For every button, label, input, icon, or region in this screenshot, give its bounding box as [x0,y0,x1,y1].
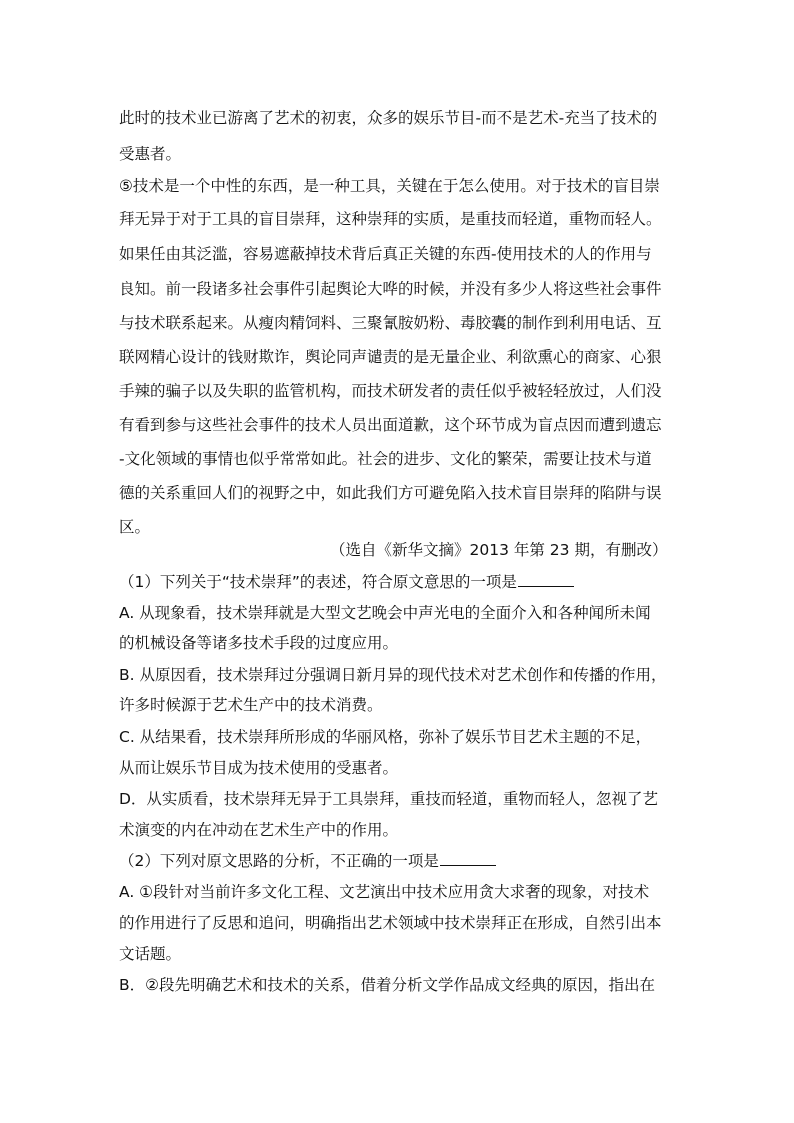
option-line: 的机械设备等诸多技术手段的过度应用。 [119,634,399,652]
question-stem [119,572,689,592]
source-citation: （选自《新华文摘》2013 年第 23 期，有删改） [330,541,668,559]
option-line: 许多时候源于艺术生产中的技术消费。 [119,696,383,714]
option-line: 文话题。 [119,945,182,963]
option-line: 从而让娱乐节目成为技术使用的受惠者。 [119,759,399,777]
answer-blank [440,851,496,866]
option-line: D．从实质看，技术崇拜无异于工具崇拜，重技而轻道，重物而轻人，忽视了艺 [119,790,658,808]
passage-line: 如果任由其泛滥，容易遮蔽掉技术背后真正关键的东西-使用技术的人的作用与 [119,245,652,263]
option-line: C. 从结果看，技术崇拜所形成的华丽风格，弥补了娱乐节目艺术主题的不足， [119,728,652,746]
passage-line: 有看到参与这些社会事件的技术人员出面道歉，这个环节成为盲点因而遭到遗忘 [119,416,662,434]
passage-line: 德的关系重回人们的视野之中，如此我们方可避免陷入技术盲目崇拜的陷阱与误 [119,484,662,502]
option-line: A. ①段针对当前许多文化工程、文艺演出中技术应用贪大求奢的现象，对技术 [119,883,650,901]
passage-line: 良知。前一段诸多社会事件引起舆论大哗的时候，并没有多少人将这些社会事件 [119,280,662,298]
passage-line: 联网精心设计的钱财欺诈，舆论同声谴责的是无量企业、利欲熏心的商家、心狠 [119,348,662,366]
answer-blank [518,572,574,587]
question-stem [119,851,689,871]
passage-line: 手辣的骗子以及失职的监管机构，而技术研发者的责任似乎被轻轻放过，人们没 [119,382,662,400]
question-stem-text: （1）下列关于“技术崇拜”的表述，符合原文意思的一项是 [119,573,517,591]
passage-line: 区。 [119,518,151,536]
passage-line: 与技术联系起来。从瘦肉精饲料、三聚氰胺奶粉、毒胶囊的制作到利用电话、互 [119,314,662,332]
option-line: B．②段先明确艺术和技术的关系，借着分析文学作品成文经典的原因，指出在 [119,976,656,994]
option-line: 的作用进行了反思和追问，明确指出艺术领域中技术崇拜正在形成，自然引出本 [119,914,662,932]
passage-line: -文化领域的事情也似乎常常如此。社会的进步、文化的繁荣，需要让技术与道 [119,450,652,468]
passage-line: 此时的技术业已游离了艺术的初衷，众多的娱乐节目-而不是艺术-充当了技术的 [119,109,658,127]
option-line: B. 从原因看，技术崇拜过分强调日新月异的现代技术对艺术创作和传播的作用， [119,666,667,684]
question-stem-text: （2）下列对原文思路的分析，不正确的一项是 [119,852,439,870]
option-line: A. 从现象看，技术崇拜就是大型文艺晚会中声光电的全面介入和各种闻所未闻 [119,604,651,622]
option-line: 术演变的内在冲动在艺术生产中的作用。 [119,821,399,839]
passage-line: 拜无异于对于工具的盲目崇拜，这种崇拜的实质，是重技而轻道，重物而轻人。 [119,210,662,228]
passage-line: 受惠者。 [119,145,182,163]
passage-line: ⑤技术是一个中性的东西，是一种工具，关键在于怎么使用。对于技术的盲目崇 [119,177,660,195]
